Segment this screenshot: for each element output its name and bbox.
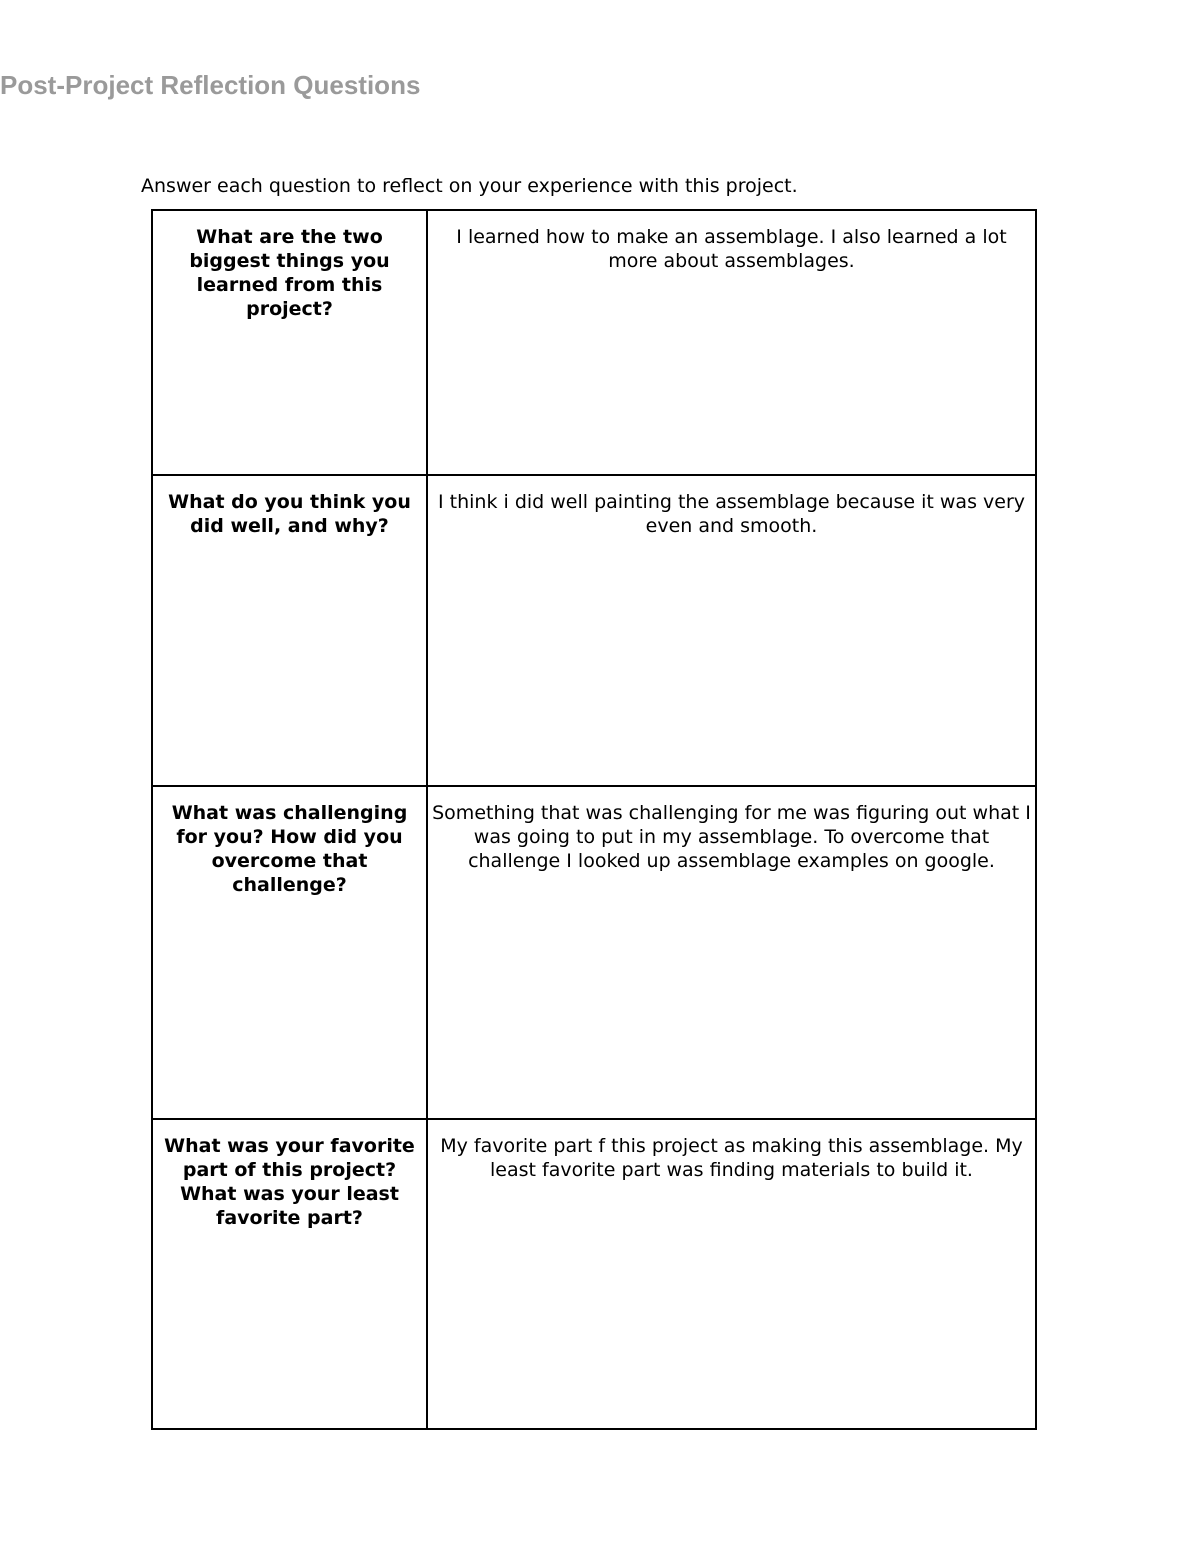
table-row xyxy=(152,475,1036,786)
question-cell: What was your favorite part of this project? What was your least favorite part? xyxy=(152,1119,427,1429)
question-cell: What do you think you did well, and why? xyxy=(152,475,427,786)
answer-cell[interactable]: I learned how to make an assemblage. I also learned a lot more about assemblages. xyxy=(427,210,1036,475)
table-row xyxy=(152,210,1036,475)
answer-cell[interactable]: My favorite part f this project as making this assemblage. My least favorite part was finding materials to build it. xyxy=(427,1119,1036,1429)
table-row xyxy=(152,1119,1036,1429)
table-row xyxy=(152,786,1036,1119)
question-cell: What are the two biggest things you learned from this project? xyxy=(152,210,427,475)
answer-cell[interactable]: Something that was challenging for me was figuring out what I was going to put in my assemblage. To overcome that challenge I looked up assemblage examples on google. xyxy=(427,786,1036,1119)
page-title: Post-Project Reflection Questions xyxy=(0,70,421,100)
answer-cell[interactable]: I think i did well painting the assemblage because it was very even and smooth. xyxy=(427,475,1036,786)
question-cell: What was challenging for you? How did you overcome that challenge? xyxy=(152,786,427,1119)
reflection-table xyxy=(151,209,1037,1430)
instructions-text: Answer each question to reflect on your experience with this project. xyxy=(141,175,798,197)
